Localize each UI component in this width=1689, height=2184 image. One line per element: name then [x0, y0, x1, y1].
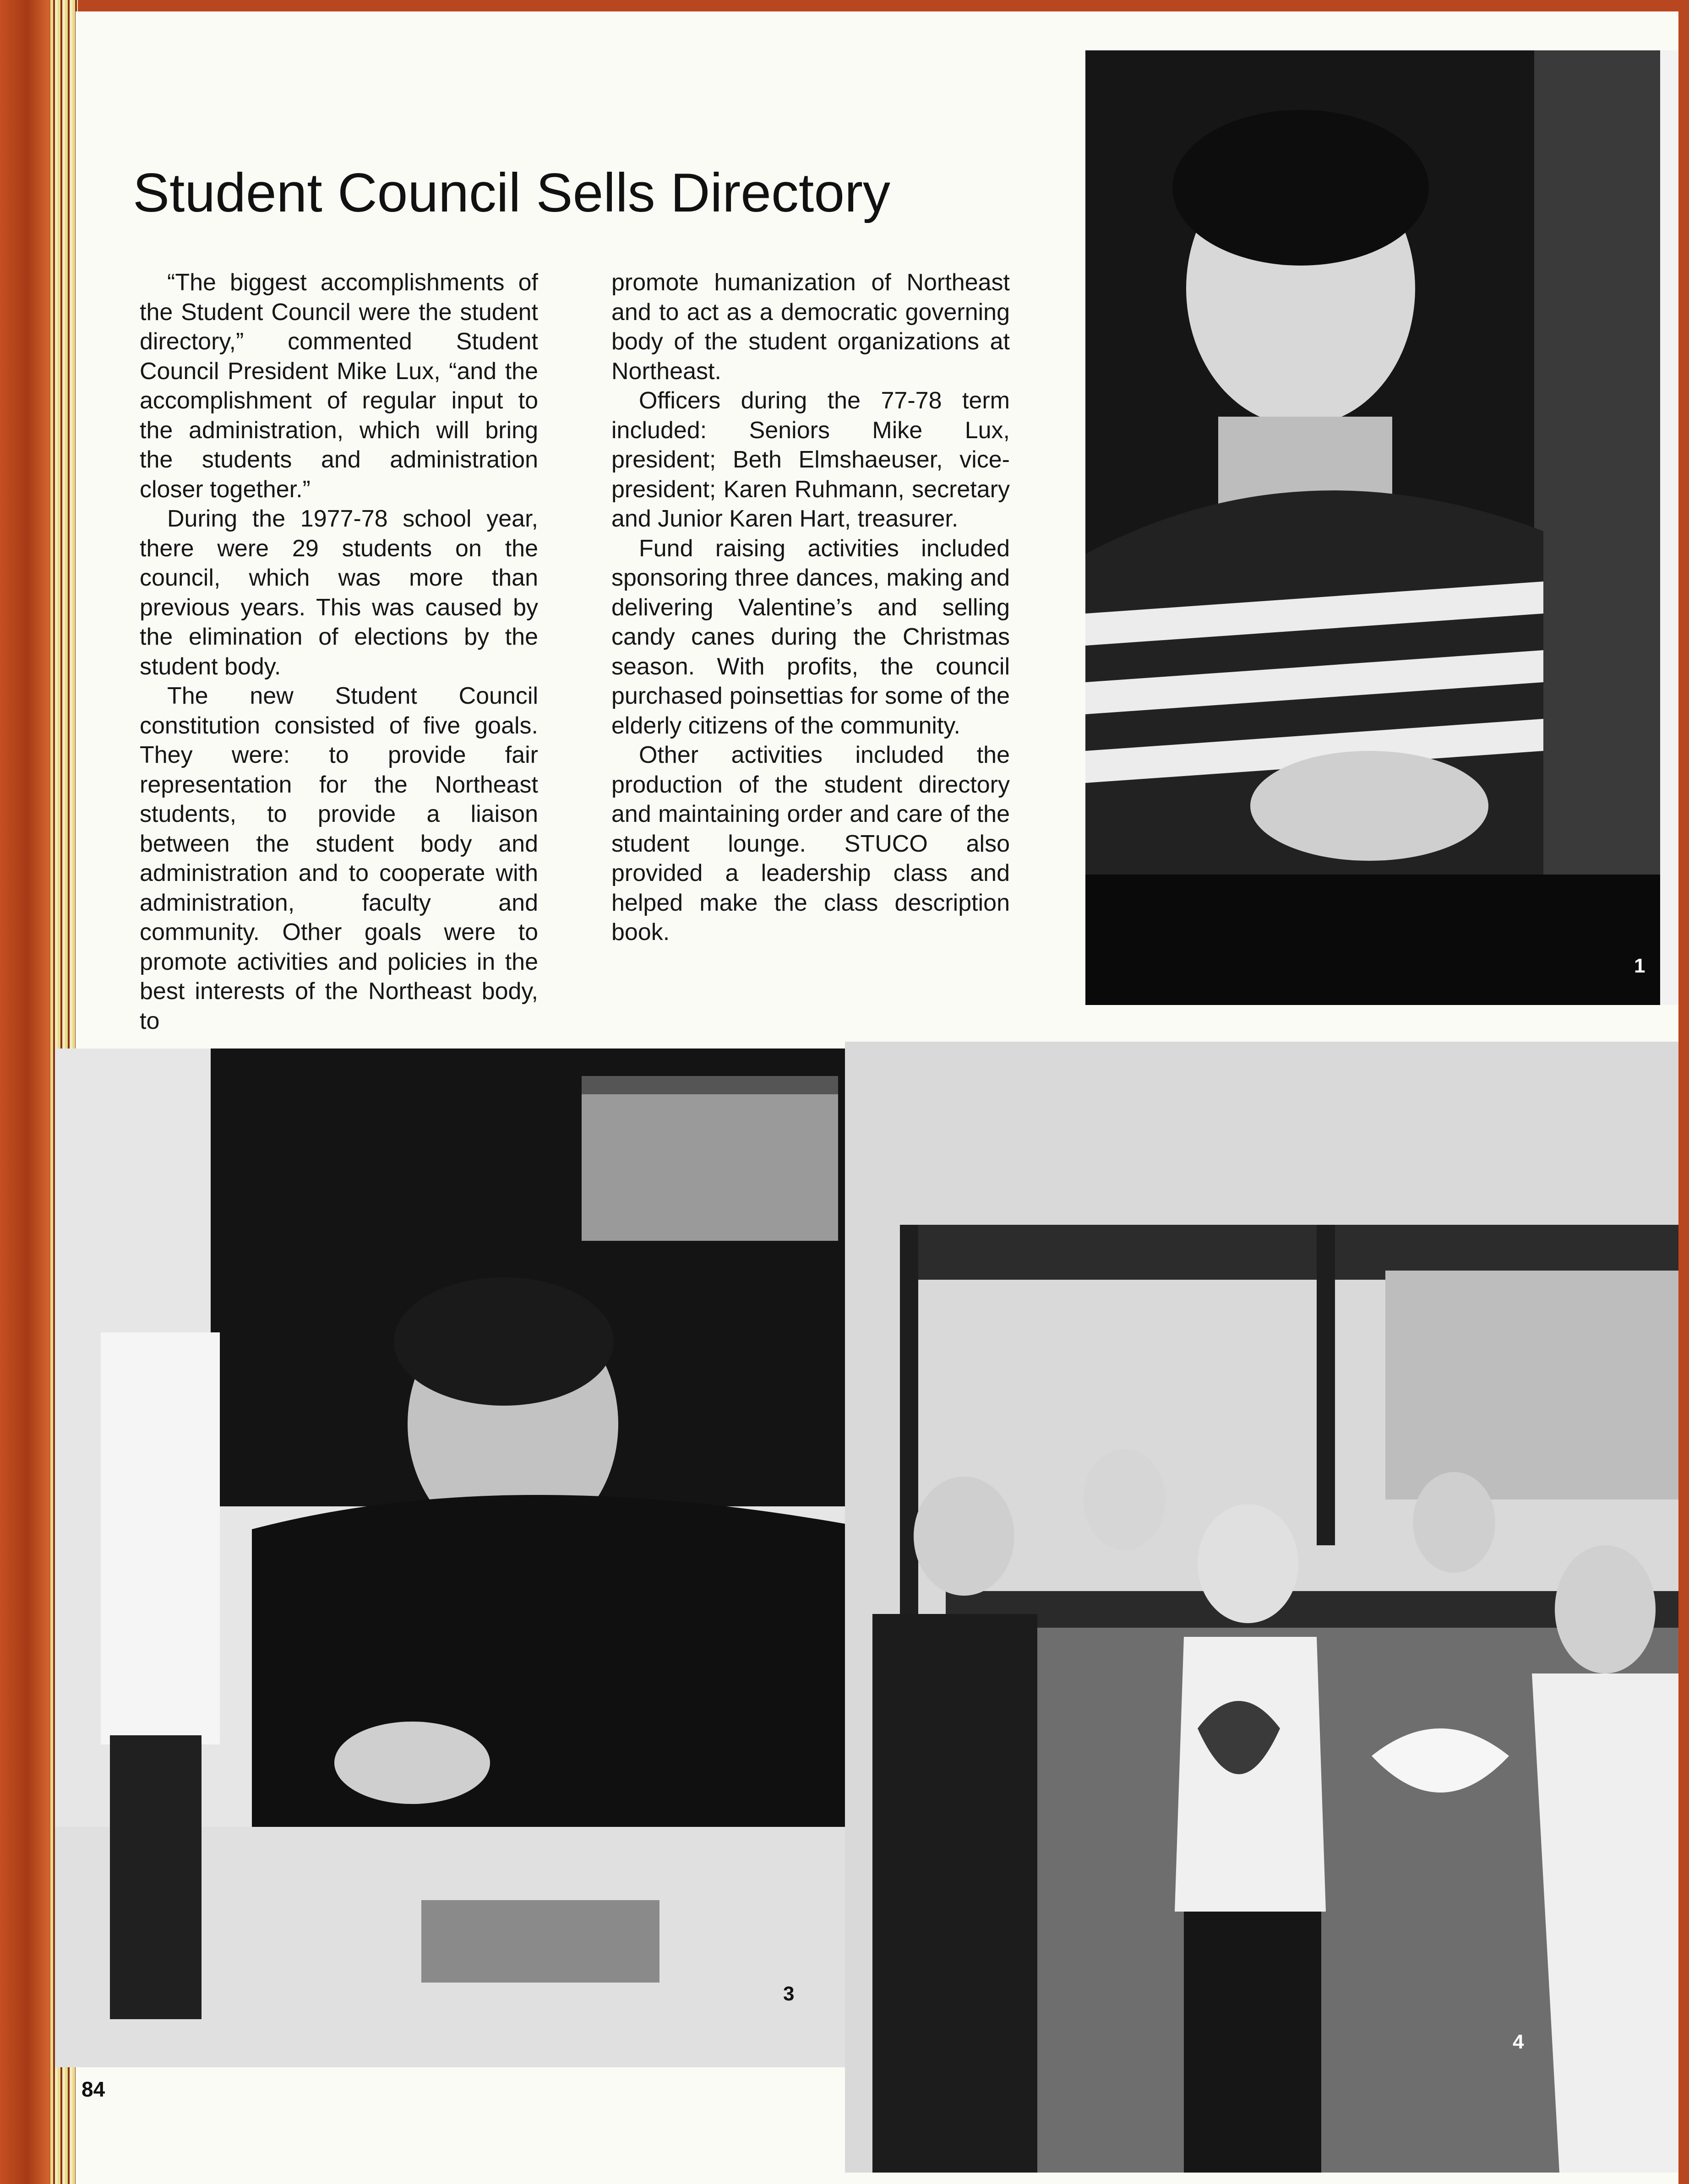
photo-students-valentines-image [845, 1042, 1678, 2173]
photo-number: 3 [783, 1983, 795, 2005]
photo-advisor-at-desk-image [55, 1049, 875, 2067]
photo-student-president-image [1085, 50, 1678, 1005]
article-column-2 [611, 268, 1010, 947]
paragraph: During the 1977-78 school year, there were 29 students on the council, which was more than previous years. This was caused by the elimination of elections by the student body. [140, 505, 538, 680]
photo-student-president [1085, 50, 1678, 1005]
headline: Student Council Sells Directory [133, 162, 891, 223]
paragraph: Other activities included the production of the student directory and maintaining order and care of the student lounge. STUCO also provided a leadership class and helped make the class description book. [611, 742, 1010, 945]
paragraph: “The biggest accomplishments of the Student Council were the student directory,” commented Student Council President Mike Lux, “and the accomplishment of regular input to the administration, which will bring the students and administration closer together.” [140, 269, 538, 503]
page-number: 84 [82, 2077, 105, 2101]
photo-number: 4 [1513, 2031, 1524, 2053]
photo-advisor-at-desk [55, 1049, 875, 2067]
paragraph: Officers during the 77-78 term included: Seniors Mike Lux, president; Beth Elmshaeuser, vice-president; Karen Ruhmann, secretary and Junior Karen Hart, treasurer. [611, 387, 1010, 532]
article-column-1 [140, 268, 538, 1036]
photo-students-valentines [845, 1042, 1678, 2173]
photo-number: 1 [1634, 955, 1645, 977]
paragraph: Fund raising activities included sponsoring three dances, making and delivering Valentine’s and selling candy canes during the Christmas season. With profits, the council purchased poinsettias for some of the elderly citizens of the community. [611, 535, 1010, 739]
paragraph: The new Student Council constitution consisted of five goals. They were: to provide fair representation for the Northeast students, to provide a liaison between the student body and administration and to cooperate with administration, faculty and community. Other goals were to promote activities and policies in the best interests of the Northeast body, to [140, 683, 538, 1034]
paragraph: promote humanization of Northeast and to act as a democratic governing body of the student organizations at Northeast. [611, 269, 1010, 385]
